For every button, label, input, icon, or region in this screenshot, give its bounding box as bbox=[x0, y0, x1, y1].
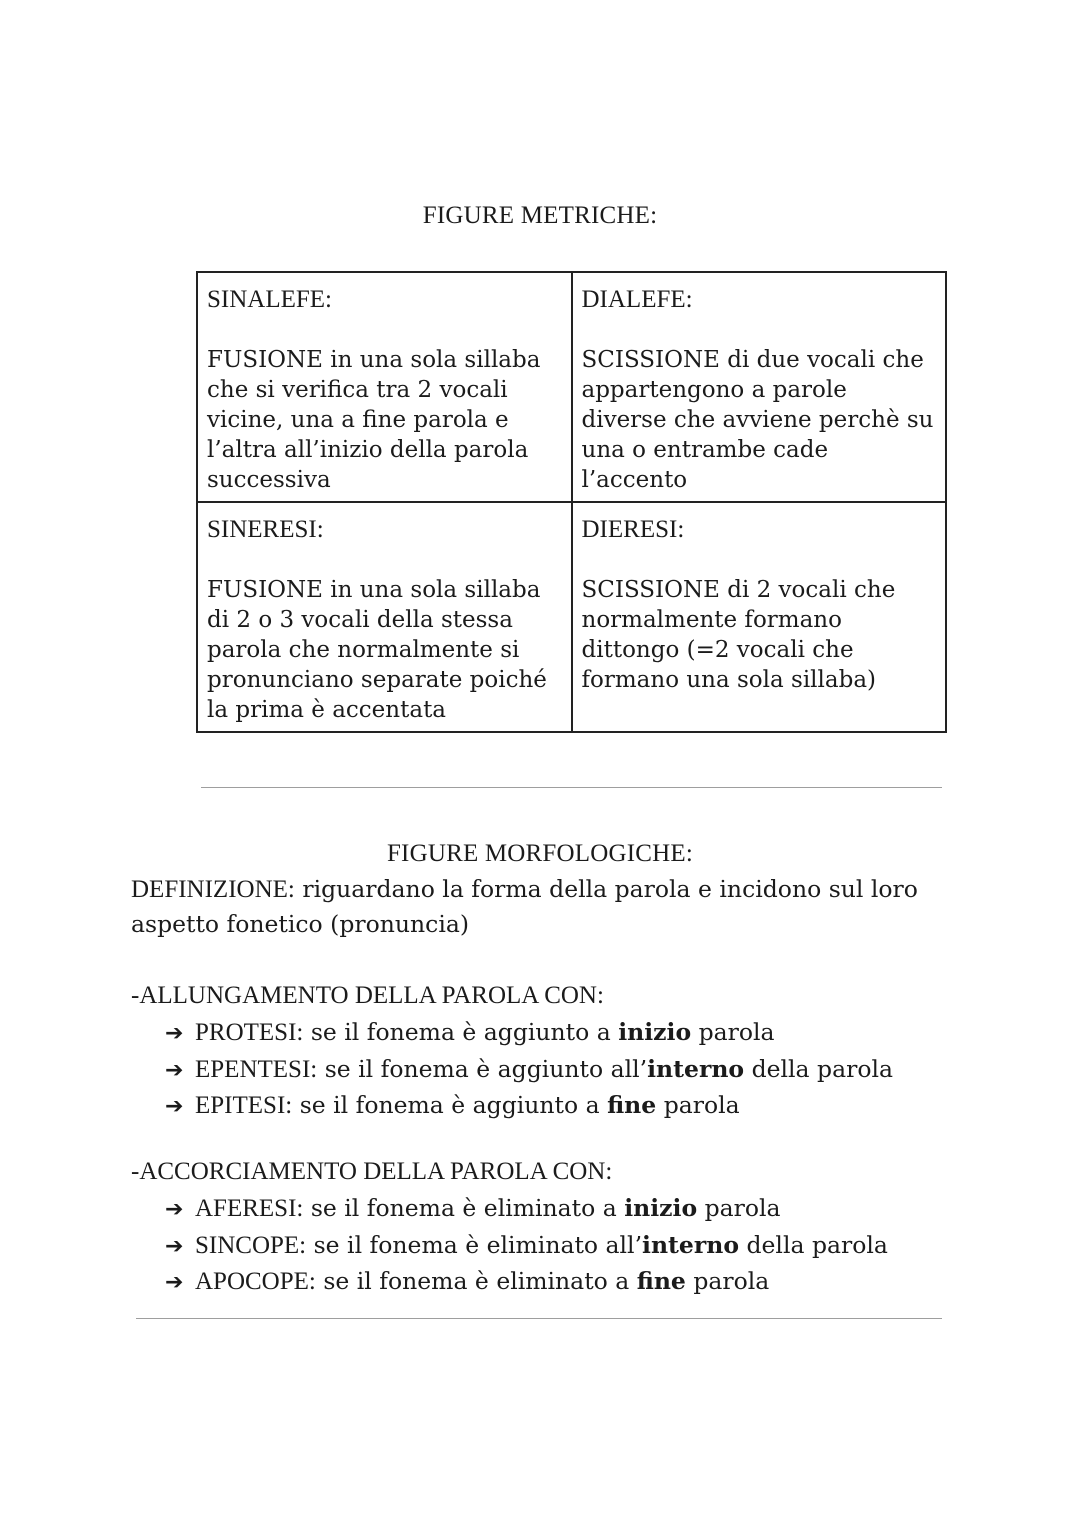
cell-dialefe bbox=[572, 272, 947, 502]
item-text-end: della parola bbox=[744, 1054, 893, 1083]
term-description: FUSIONE in una sola sillaba di 2 o 3 vocali della stessa parola che normalmente si pronunciano separate poiché la prima è accentata bbox=[207, 577, 547, 723]
list-item-protesi bbox=[165, 1015, 991, 1052]
item-text-end: parola bbox=[685, 1267, 770, 1295]
item-name: APOCOPE: bbox=[195, 1268, 316, 1295]
figure-metriche-table bbox=[196, 271, 947, 733]
item-text: se il fonema è eliminato all’ bbox=[306, 1230, 643, 1259]
term-label: DIERESI: bbox=[581, 516, 685, 543]
list-item-sincope bbox=[165, 1228, 991, 1265]
allungamento-section bbox=[131, 980, 991, 1125]
term-description: SCISSIONE di due vocali che appartengono a parole diverse che avviene perchè su una o entrambe cade l’accento bbox=[581, 347, 934, 493]
definition-label: DEFINIZIONE: bbox=[131, 876, 295, 903]
item-text-end: parola bbox=[697, 1194, 781, 1222]
item-name: SINCOPE: bbox=[195, 1231, 307, 1259]
item-text: se il fonema è aggiunto all’ bbox=[317, 1054, 648, 1083]
accorciamento-heading: -ACCORCIAMENTO DELLA PAROLA CON: bbox=[131, 1158, 613, 1185]
table-row bbox=[197, 502, 946, 732]
divider-line bbox=[201, 787, 942, 788]
arrow-right-icon: ➔ bbox=[165, 1233, 184, 1259]
definition-paragraph bbox=[131, 872, 951, 942]
item-emphasis: fine bbox=[636, 1267, 686, 1295]
item-emphasis: fine bbox=[607, 1091, 657, 1119]
item-text-end: della parola bbox=[739, 1230, 888, 1259]
list-item-apocope bbox=[165, 1264, 991, 1301]
accorciamento-section bbox=[131, 1156, 991, 1301]
divider-line bbox=[136, 1318, 942, 1319]
figure-morfologiche-title: FIGURE MORFOLOGICHE: bbox=[386, 840, 694, 867]
figure-metriche-title: FIGURE METRICHE: bbox=[422, 202, 658, 229]
item-text-end: parola bbox=[691, 1018, 775, 1046]
item-text-end: parola bbox=[656, 1091, 740, 1119]
item-emphasis: inizio bbox=[624, 1194, 698, 1222]
item-text: se il fonema è aggiunto a bbox=[303, 1018, 619, 1046]
allungamento-heading: -ALLUNGAMENTO DELLA PAROLA CON: bbox=[131, 982, 604, 1009]
item-name: PROTESI: bbox=[195, 1019, 304, 1046]
list-item-epitesi bbox=[165, 1088, 991, 1125]
list-item-epentesi bbox=[165, 1052, 991, 1089]
item-name: EPENTESI: bbox=[195, 1055, 318, 1083]
item-emphasis: interno bbox=[642, 1230, 740, 1259]
arrow-right-icon: ➔ bbox=[165, 1270, 184, 1295]
item-emphasis: interno bbox=[647, 1054, 745, 1083]
term-label: SINERESI: bbox=[207, 516, 324, 543]
list-item-aferesi bbox=[165, 1191, 991, 1228]
arrow-right-icon: ➔ bbox=[165, 1094, 184, 1119]
accorciamento-list bbox=[131, 1191, 991, 1301]
item-name: AFERESI: bbox=[195, 1195, 304, 1222]
cell-sineresi bbox=[197, 502, 572, 732]
term-label: DIALEFE: bbox=[581, 286, 693, 313]
item-text: se il fonema è aggiunto a bbox=[292, 1091, 608, 1119]
item-name: EPITESI: bbox=[195, 1092, 293, 1119]
table-row bbox=[197, 272, 946, 502]
cell-sinalefe bbox=[197, 272, 572, 502]
arrow-right-icon: ➔ bbox=[165, 1021, 184, 1046]
allungamento-list bbox=[131, 1015, 991, 1125]
term-description: FUSIONE in una sola sillaba che si verifica tra 2 vocali vicine, una a fine parola e l’altra all’inizio della parola successiva bbox=[207, 347, 541, 493]
arrow-right-icon: ➔ bbox=[165, 1057, 184, 1083]
item-text: se il fonema è eliminato a bbox=[303, 1194, 625, 1222]
term-label: SINALEFE: bbox=[207, 286, 332, 313]
arrow-right-icon: ➔ bbox=[165, 1197, 184, 1222]
cell-dieresi bbox=[572, 502, 947, 732]
item-text: se il fonema è eliminato a bbox=[315, 1267, 637, 1295]
term-description: SCISSIONE di 2 vocali che normalmente formano dittongo (=2 vocali che formano una sola sillaba) bbox=[581, 577, 896, 693]
item-emphasis: inizio bbox=[618, 1018, 692, 1046]
definition-text: riguardano la forma della parola e incidono sul loro aspetto fonetico (pronuncia) bbox=[131, 875, 918, 938]
